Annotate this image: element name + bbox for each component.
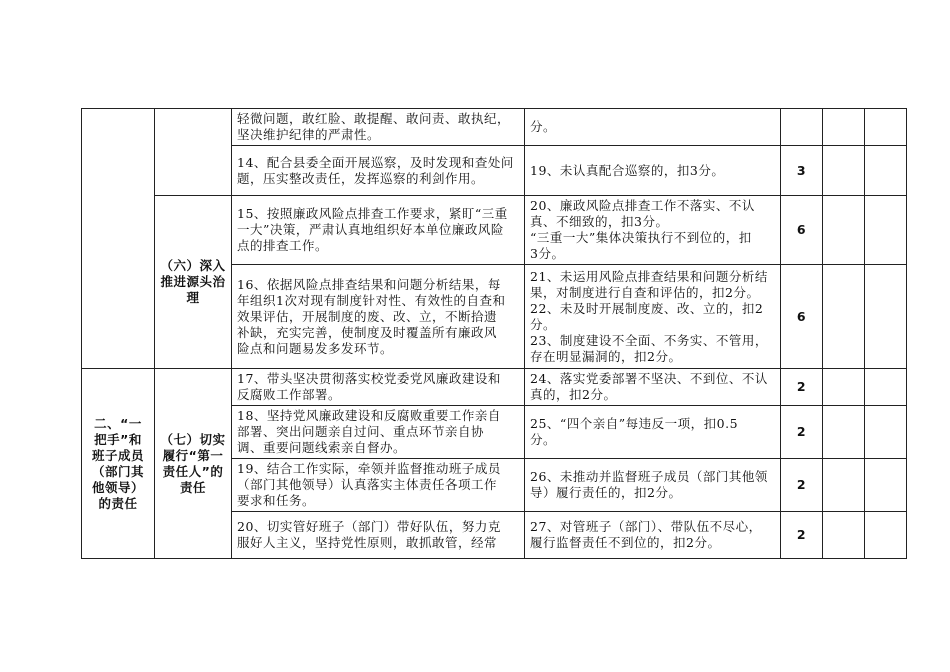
content-cell [232, 459, 525, 512]
score-cell: 6 [781, 265, 823, 369]
cell-line: 理 [186, 290, 200, 305]
cell-line: 效果评估，开展制度的废、改、立，不断拾遗 [237, 308, 498, 324]
cell-line: 把手”和 [94, 431, 142, 447]
cell-line: 存在明显漏洞的，扣2分。 [530, 348, 682, 364]
criteria-cell [525, 196, 781, 265]
cell-line: （六）深入 [160, 258, 226, 273]
cell-line: 25、“四个亲自”每违反一项，扣0.5 [530, 416, 739, 431]
content-cell [232, 196, 525, 265]
cell-line: 履行监督责任不到位的，扣2分。 [530, 535, 721, 550]
cell-line: 补缺，充实完善，使制度及时覆盖所有廉政风 [237, 324, 498, 340]
cell-line: 27、对管班子（部门）、带队伍不尽心， [530, 519, 762, 534]
content-cell [232, 109, 525, 146]
score-cell: 2 [781, 406, 823, 459]
empty-cell [865, 369, 907, 406]
cell-line: 19、未认真配合巡察的，扣3分。 [530, 162, 725, 178]
cell-line: 服好人主义，坚持党性原则，敢抓敢管，经常 [237, 535, 498, 550]
cell-line: 20、廉政风险点排查工作不落实、不认 [530, 198, 755, 213]
cell-line: 19、结合工作实际，牵领并监督推动班子成员 [237, 461, 501, 476]
empty-cell [823, 196, 865, 265]
cell-line: 21、未运用风险点排查结果和问题分析结 [530, 268, 768, 284]
cell-line: 调、重要问题线索亲自督办。 [237, 440, 407, 455]
cell-line: 24、落实党委部署不坚决、不到位、不认 [530, 371, 768, 386]
cell-line: 反腐败工作部署。 [237, 387, 342, 402]
score-cell [781, 109, 823, 146]
cell-line: 17、带头坚决贯彻落实校党委党风廉政建设和 [237, 371, 501, 386]
cell-line: 的责任 [98, 495, 138, 511]
criteria-cell [525, 406, 781, 459]
cell-line: （七）切实 [160, 431, 226, 447]
empty-cell [823, 406, 865, 459]
table-row [82, 369, 907, 406]
cell-line: 班子成员 [91, 447, 144, 463]
subcategory-cell-seven [155, 369, 232, 559]
cell-line: 导）履行责任的，扣2分。 [530, 485, 682, 500]
cell-line: 22、未及时开展制度废、改、立的，扣2 [530, 300, 764, 316]
cell-line: 18、坚持党风廉政建设和反腐败重要工作亲自 [237, 408, 501, 423]
cell-line: 23、制度建设不全面、不务实、不管用， [530, 332, 768, 348]
empty-cell [823, 146, 865, 196]
cell-line: 题，压实整改责任，发挥巡察的利剑作用。 [237, 170, 485, 186]
empty-cell [823, 369, 865, 406]
cell-line: 果，对制度进行自查和评估的，扣2分。 [530, 284, 760, 300]
content-cell [232, 265, 525, 369]
empty-cell [823, 109, 865, 146]
category-cell-prev [82, 109, 155, 369]
cell-line: 分。 [530, 316, 557, 332]
content-cell [232, 146, 525, 196]
cell-line: 真、不细致的，扣3分。 [530, 214, 669, 229]
cell-line: 年组织1次对现有制度针对性、有效性的自查和 [237, 292, 506, 308]
cell-line: 轻微问题，敢红脸、敢提醒、敢问责、敢执纪， [237, 111, 511, 126]
cell-line: 险点和问题易发多发环节。 [237, 340, 394, 356]
cell-line: 要求和任务。 [237, 493, 316, 508]
cell-line: 3分。 [530, 246, 565, 261]
cell-line: 20、切实管好班子（部门）带好队伍，努力克 [237, 519, 501, 534]
score-cell: 2 [781, 512, 823, 559]
content-cell [232, 512, 525, 559]
content-cell [232, 406, 525, 459]
cell-line: 他领导） [91, 479, 144, 495]
cell-line: 坚决维护纪律的严肃性。 [237, 127, 381, 142]
cell-line: 点的排查工作。 [237, 238, 329, 253]
empty-cell [865, 406, 907, 459]
cell-line: 16、依据风险点排查结果和问题分析结果，每 [237, 276, 501, 292]
score-cell: 2 [781, 369, 823, 406]
criteria-cell [525, 459, 781, 512]
empty-cell [865, 146, 907, 196]
empty-cell [823, 265, 865, 369]
subcategory-cell-six [155, 196, 232, 369]
empty-cell [823, 512, 865, 559]
cell-line: 履行“第一 [162, 447, 224, 463]
cell-line: 责任 [179, 479, 206, 495]
cell-line: 14、配合县委全面开展巡察，及时发现和查处问 [237, 154, 514, 170]
score-cell: 3 [781, 146, 823, 196]
empty-cell [865, 512, 907, 559]
category-cell-two [82, 369, 155, 559]
cell-line: （部门其他领导）认真落实主体责任各项工作 [237, 477, 498, 492]
criteria-cell [525, 512, 781, 559]
criteria-cell [525, 369, 781, 406]
criteria-cell [525, 146, 781, 196]
content-cell [232, 369, 525, 406]
score-cell: 2 [781, 459, 823, 512]
criteria-cell [525, 109, 781, 146]
cell-line: 一大”决策，严肃认真地组织好本单位廉政风险 [237, 222, 504, 237]
score-cell: 6 [781, 196, 823, 265]
cell-line: 分。 [530, 119, 557, 134]
subcategory-cell-prev [155, 109, 232, 196]
criteria-cell [525, 265, 781, 369]
cell-line: 15、按照廉政风险点排查工作要求，紧盯“三重 [237, 206, 508, 221]
cell-line: 推进源头治 [160, 274, 226, 289]
empty-cell [823, 459, 865, 512]
table-row [82, 109, 907, 146]
cell-line: （部门其 [91, 463, 144, 479]
empty-cell [865, 196, 907, 265]
cell-line: 部署、突出问题亲自过问、重点环节亲自协 [237, 424, 485, 439]
table-row [82, 196, 907, 265]
evaluation-table [81, 108, 907, 559]
cell-line: 真的，扣2分。 [530, 387, 617, 402]
empty-cell [865, 109, 907, 146]
cell-line: “三重一大”集体决策执行不到位的，扣 [530, 230, 752, 245]
cell-line: 26、未推动并监督班子成员（部门其他领 [530, 469, 768, 484]
cell-line: 二、“一 [94, 415, 142, 431]
cell-line: 责任人”的 [162, 463, 224, 479]
cell-line: 分。 [530, 432, 557, 447]
empty-cell [865, 265, 907, 369]
empty-cell [865, 459, 907, 512]
